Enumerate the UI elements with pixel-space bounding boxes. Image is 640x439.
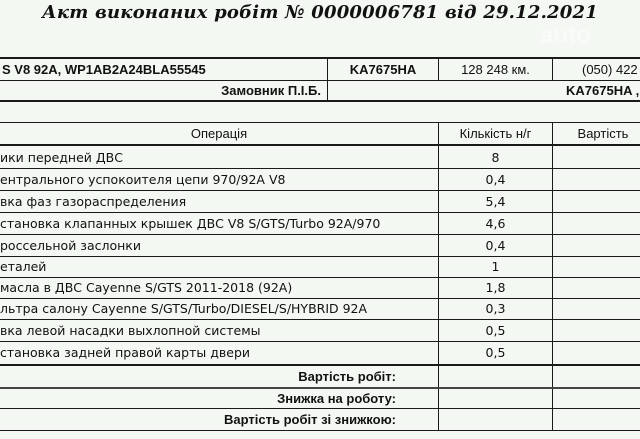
discount-label: Знижка на роботу: [277,391,396,406]
header-cost: Вартість [577,126,629,141]
quantity-cell: 1 [491,259,500,274]
plate-number: KA7675HA [349,62,417,77]
quantity-cell: 5,4 [485,194,506,209]
operation-cell: вка фаз газораспределения [0,194,187,209]
mileage: 128 248 км. [461,62,530,77]
operation-cell: вка левой насадки выхлопной системы [0,323,261,338]
operation-cell: масла в ДВС Cayenne S/GTS 2011-2018 (92A) [0,280,293,295]
operation-cell: становка задней правой карты двери [0,345,250,360]
quantity-cell: 4,6 [485,216,506,231]
customer-phone: (050) 422 [582,62,638,77]
divider [552,58,553,80]
operation-cell: ики передней ДВС [0,150,123,165]
header-quantity: Кількість н/г [459,126,532,141]
vehicle-model-vin: S V8 92A, WP1AB2A24BLA55545 [2,62,206,77]
page-title: Акт виконаних робіт № 0000006781 від 29.12.2021 [42,2,598,23]
operation-cell: льтра салону Cayenne S/GTS/Turbo/DIESEL/S/HYBRID 92A [0,301,368,316]
operation-cell: еталей [0,259,47,274]
customer-label: Замовник П.І.Б. [221,83,321,98]
quantity-cell: 0,3 [485,301,506,316]
quantity-cell: 0,4 [485,238,506,253]
total-label: Вартість робіт зі знижкою: [224,412,396,427]
quantity-cell: 0,4 [485,172,506,187]
watermark: auto [540,22,591,49]
quantity-cell: 0,5 [485,345,506,360]
discount-value [553,388,640,409]
quantity-cell: 8 [491,150,500,165]
operation-cell: становка клапанных крышек ДВС V8 S/GTS/Turbo 92A/970 [0,216,381,231]
total-value [553,409,640,430]
operation-cell: ентрального успокоителя цепи 970/92A V8 [0,172,286,187]
customer-value: KA7675HA , [566,83,640,98]
header-operation: Операція [190,126,248,141]
operation-cell: россельной заслонки [0,238,141,253]
work-cost-label: Вартість робіт: [298,369,396,384]
quantity-cell: 1,8 [485,280,506,295]
divider [0,430,640,431]
divider [0,144,640,146]
work-cost-value [553,366,640,387]
quantity-cell: 0,5 [485,323,506,338]
